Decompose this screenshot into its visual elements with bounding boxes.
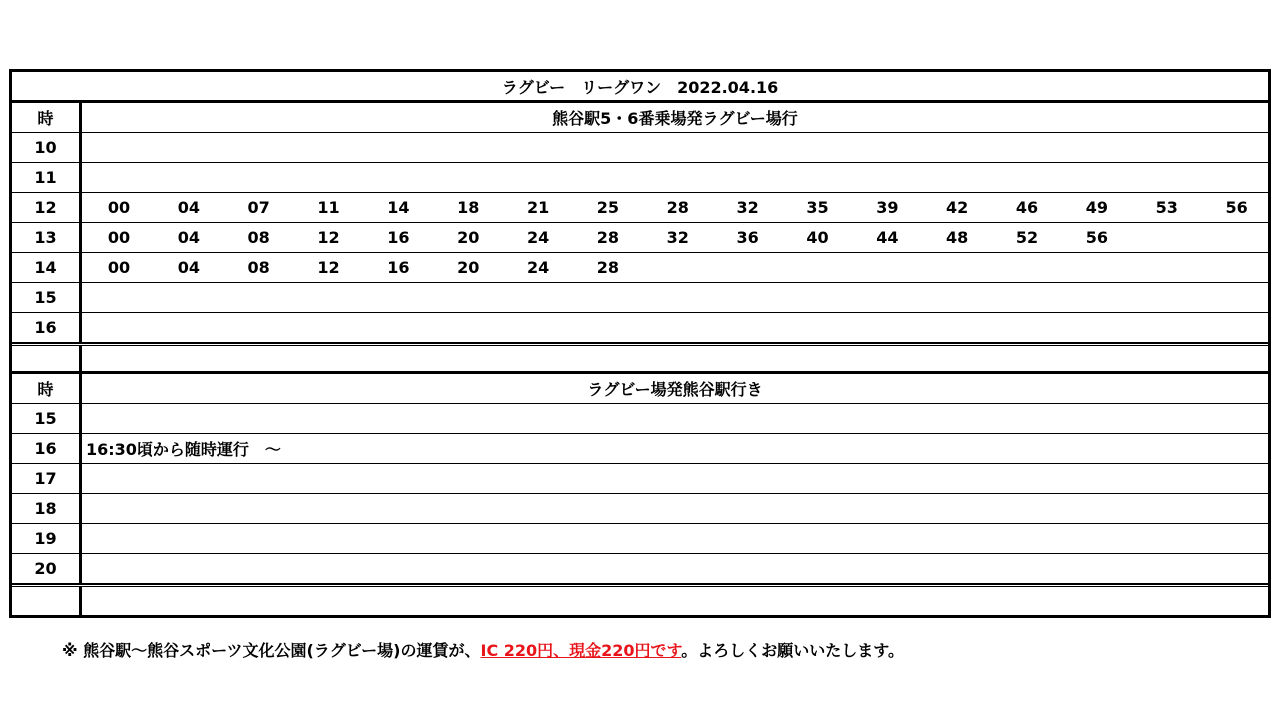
- hour-cell: 10: [12, 133, 82, 162]
- departure-minute: 25: [596, 198, 620, 217]
- departure-minute: 21: [526, 198, 550, 217]
- minutes-cell: [82, 133, 1268, 162]
- departure-minute: 00: [107, 258, 131, 277]
- section-separator: [12, 343, 1268, 374]
- departure-minute: 18: [457, 198, 480, 217]
- departure-minute: 53: [1155, 198, 1178, 217]
- departure-minute: 00: [107, 228, 131, 247]
- section1-header-row: [12, 103, 1268, 133]
- hour-header: 時: [12, 103, 82, 132]
- departure-minute: 16: [387, 258, 410, 277]
- hour-cell: 14: [12, 253, 82, 282]
- departure-minute: 04: [177, 228, 200, 247]
- separator-cell: [82, 346, 1268, 371]
- section-end-row: [12, 584, 1268, 615]
- hour-cell: 19: [12, 524, 82, 553]
- timetable-row: [12, 464, 1268, 494]
- fare-footnote: [62, 638, 904, 661]
- section1-heading: 熊谷駅5・6番乗場発ラグビー場行: [552, 109, 798, 128]
- minutes-cell: [82, 223, 1268, 252]
- timetable-row: [12, 404, 1268, 434]
- hour-cell: 13: [12, 223, 82, 252]
- timetable-row: [12, 434, 1268, 464]
- departure-minute: 44: [876, 228, 899, 247]
- service-note-cell: [82, 464, 1268, 493]
- timetable-row: [12, 524, 1268, 554]
- service-note-cell: [82, 434, 1268, 463]
- departure-minute: 14: [387, 198, 410, 217]
- timetable-row: [12, 133, 1268, 163]
- departure-minute: 48: [946, 228, 969, 247]
- departure-minute: 20: [457, 228, 480, 247]
- footnote-prefix: ※ 熊谷駅～熊谷スポーツ文化公園(ラグビー場)の運賃が、: [62, 641, 481, 660]
- minutes-cell: [82, 283, 1268, 312]
- hour-cell: 18: [12, 494, 82, 523]
- departure-minute: 52: [1015, 228, 1039, 247]
- timetable-row: [12, 494, 1268, 524]
- hour-cell: 20: [12, 554, 82, 583]
- service-note-cell: [82, 554, 1268, 583]
- departure-minute: 16: [387, 228, 410, 247]
- service-note: 16:30頃から随時運行 ～: [86, 440, 281, 459]
- service-note-cell: [82, 494, 1268, 523]
- hour-cell: 15: [12, 404, 82, 433]
- end-hour-cell: [12, 587, 82, 615]
- departure-minute: 11: [317, 198, 340, 217]
- service-note-cell: [82, 524, 1268, 553]
- timetable-title: [12, 72, 1268, 103]
- departure-minute: 12: [317, 228, 340, 247]
- departure-minute: 42: [946, 198, 969, 217]
- minutes-cell: [82, 313, 1268, 342]
- departure-minute: 40: [806, 228, 829, 247]
- departure-minute: 24: [526, 258, 550, 277]
- minutes-cell: [82, 163, 1268, 192]
- minutes-cell: [82, 253, 1268, 282]
- timetable-row: [12, 163, 1268, 193]
- hour-cell: 16: [12, 313, 82, 342]
- departure-minute: 04: [177, 258, 200, 277]
- departure-minute: 36: [736, 228, 759, 247]
- hour-header: 時: [12, 374, 82, 403]
- minutes-cell: [82, 193, 1268, 222]
- timetable-row: [12, 313, 1268, 343]
- departure-minute: 35: [806, 198, 829, 217]
- title-text: ラグビー リーグワン 2022.04.16: [501, 77, 779, 97]
- departure-minute: 32: [736, 198, 759, 217]
- departure-minute: 56: [1085, 228, 1109, 247]
- section2-rows: [12, 404, 1268, 584]
- departure-minute: 24: [526, 228, 550, 247]
- departure-minute: 07: [247, 198, 270, 217]
- departure-minute: 00: [107, 198, 131, 217]
- departure-minute: 08: [247, 258, 270, 277]
- departure-minute: 46: [1015, 198, 1039, 217]
- section1-rows: [12, 133, 1268, 343]
- hour-cell: 16: [12, 434, 82, 463]
- timetable-row: [12, 283, 1268, 313]
- departure-minute: 32: [666, 228, 689, 247]
- footnote-suffix: 。よろしくお願いいたします。: [681, 641, 905, 660]
- departure-minute: 04: [177, 198, 200, 217]
- timetable-row: [12, 554, 1268, 584]
- departure-minute: 39: [876, 198, 899, 217]
- hour-cell: 17: [12, 464, 82, 493]
- separator-hour-cell: [12, 346, 82, 371]
- timetable-row: [12, 253, 1268, 283]
- departure-minute: 28: [596, 228, 620, 247]
- section2-heading: ラグビー場発熊谷駅行き: [587, 380, 763, 399]
- timetable: [9, 69, 1271, 618]
- departure-minute: 28: [666, 198, 689, 217]
- hour-cell: 12: [12, 193, 82, 222]
- departure-minute: 49: [1085, 198, 1109, 217]
- section2-header-row: [12, 374, 1268, 404]
- service-note-cell: [82, 404, 1268, 433]
- hour-cell: 11: [12, 163, 82, 192]
- departure-minute: 12: [317, 258, 340, 277]
- timetable-row: [12, 223, 1268, 253]
- fare-highlight: IC 220円、現金220円です: [480, 641, 682, 660]
- departure-minute: 08: [247, 228, 270, 247]
- hour-cell: 15: [12, 283, 82, 312]
- timetable-row: [12, 193, 1268, 223]
- end-cell: [82, 587, 1268, 615]
- departure-minute: 20: [457, 258, 480, 277]
- departure-minute: 56: [1225, 198, 1248, 217]
- departure-minute: 28: [596, 258, 620, 277]
